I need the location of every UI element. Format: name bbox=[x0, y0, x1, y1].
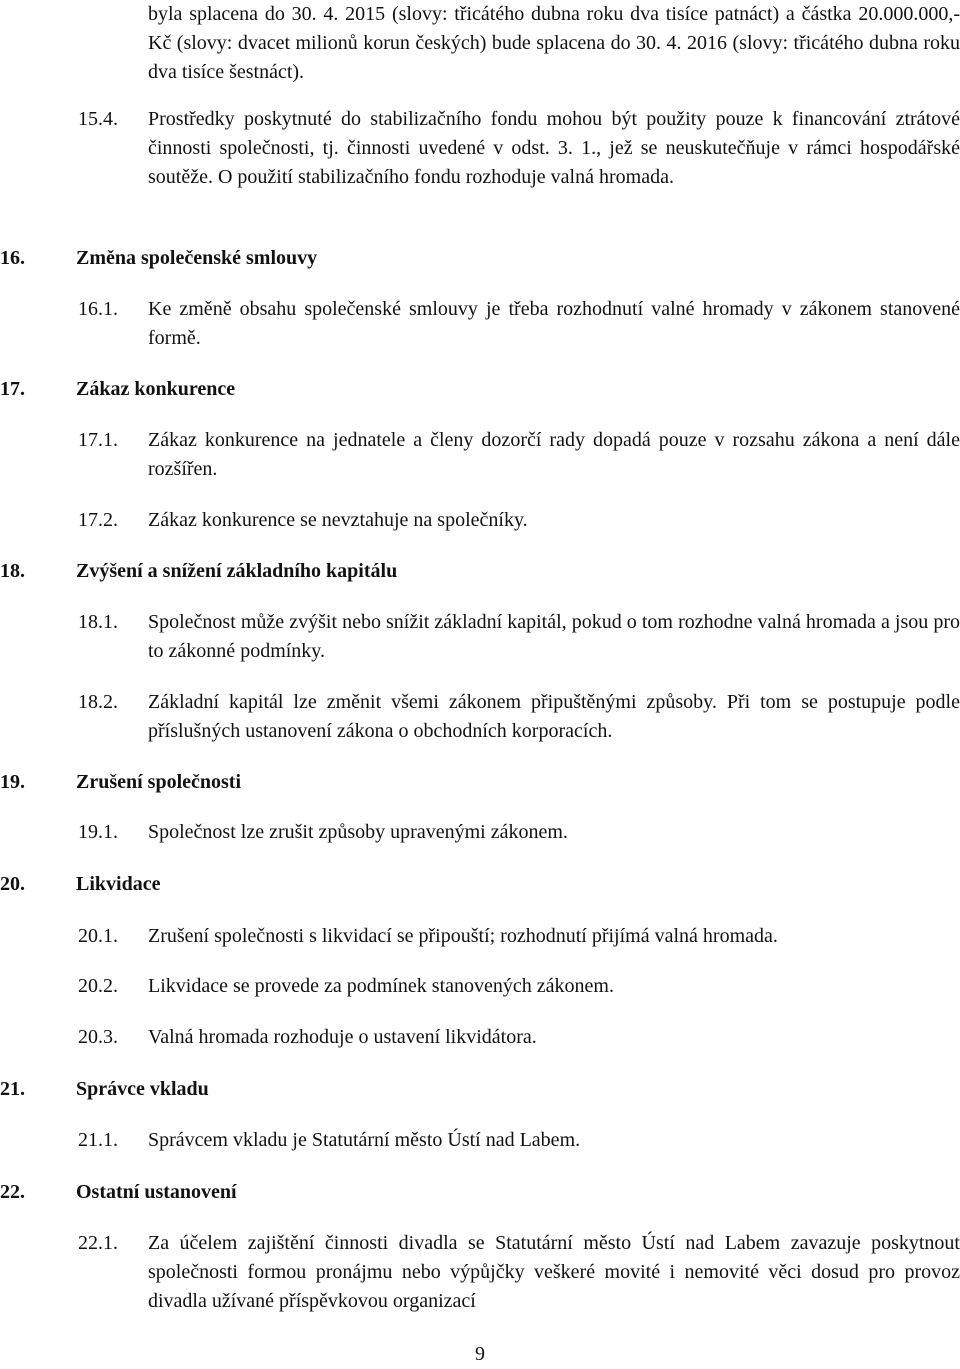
section-title-18: Zvýšení a snížení základního kapitálu bbox=[76, 560, 398, 582]
clause-number-18-2: 18.2. bbox=[78, 691, 118, 713]
clause-text-19-1: Společnost lze zrušit způsoby upravenými zákonem. bbox=[148, 821, 568, 843]
section-number-20: 20. bbox=[0, 873, 25, 895]
clause-number-19-1: 19.1. bbox=[78, 821, 118, 843]
section-title-19: Zrušení společnosti bbox=[76, 771, 242, 793]
section-title-17: Zákaz konkurence bbox=[76, 378, 236, 400]
section-number-21: 21. bbox=[0, 1078, 25, 1100]
clause-text-15-4: Prostředky poskytnuté do stabilizačního fondu mohou být použity pouze k financování ztrátové činnosti společnosti, tj. činnosti uvedené v odst. 3. 1., jež se neuskutečňuje v rámci hospodářské soutěže. O použití stabilizačního fondu rozhoduje valná hromada. bbox=[148, 108, 960, 188]
clause-number-20-2: 20.2. bbox=[78, 975, 118, 997]
clause-number-15-4: 15.4. bbox=[78, 108, 118, 130]
section-number-16: 16. bbox=[0, 247, 25, 269]
section-number-19: 19. bbox=[0, 771, 25, 793]
section-title-21: Správce vkladu bbox=[76, 1078, 209, 1100]
clause-number-20-1: 20.1. bbox=[78, 925, 118, 947]
section-title-22: Ostatní ustanovení bbox=[76, 1181, 237, 1203]
clause-text-20-3: Valná hromada rozhoduje o ustavení likvidátora. bbox=[148, 1026, 537, 1048]
page-number: 9 bbox=[475, 1343, 485, 1365]
section-number-18: 18. bbox=[0, 560, 25, 582]
clause-number-21-1: 21.1. bbox=[78, 1129, 118, 1151]
clause-number-17-1: 17.1. bbox=[78, 429, 118, 451]
section-number-17: 17. bbox=[0, 378, 25, 400]
clause-text-20-1: Zrušení společnosti s likvidací se připouští; rozhodnutí přijímá valná hromada. bbox=[148, 925, 778, 947]
clause-text-21-1: Správcem vkladu je Statutární město Ústí nad Labem. bbox=[148, 1129, 581, 1151]
clause-text-18-2: Základní kapitál lze změnit všemi zákonem připuštěnými způsoby. Při tom se postupuje podle příslušných ustanovení zákona o obchodních korporacích. bbox=[148, 691, 960, 742]
section-title-16: Změna společenské smlouvy bbox=[76, 247, 318, 269]
clause-number-22-1: 22.1. bbox=[78, 1232, 118, 1254]
clause-text-22-1: Za účelem zajištění činnosti divadla se Statutární město Ústí nad Labem zavazuje poskytnout společnosti formou pronájmu nebo výpůjčky veškeré movité i nemovité věci dosud pro provoz divadla užívané příspěvkovou organizací bbox=[148, 1232, 960, 1312]
clause-text-17-1: Zákaz konkurence na jednatele a členy dozorčí rady dopadá pouze v rozsahu zákona a není dále rozšířen. bbox=[148, 429, 960, 480]
section-number-22: 22. bbox=[0, 1181, 25, 1203]
clause-number-20-3: 20.3. bbox=[78, 1026, 118, 1048]
clause-number-16-1: 16.1. bbox=[78, 298, 118, 320]
clause-text-16-1: Ke změně obsahu společenské smlouvy je třeba rozhodnutí valné hromady v zákonem stanovené formě. bbox=[148, 298, 960, 349]
clause-number-17-2: 17.2. bbox=[78, 509, 118, 531]
clause-text-17-2: Zákaz konkurence se nevztahuje na společníky. bbox=[148, 509, 528, 531]
clause-text-18-1: Společnost může zvýšit nebo snížit základní kapitál, pokud o tom rozhodne valná hromada a jsou pro to zákonné podmínky. bbox=[148, 611, 960, 662]
clause-text-20-2: Likvidace se provede za podmínek stanovených zákonem. bbox=[148, 975, 614, 997]
section-title-20: Likvidace bbox=[76, 873, 161, 895]
intro-paragraph: byla splacena do 30. 4. 2015 (slovy: třicátého dubna roku dva tisíce patnáct) a částka 20.000.000,- Kč (slovy: dvacet milionů korun českých) bude splacena do 30. 4. 2016 (slovy: třicátého dubna roku dva tisíce šestnáct). bbox=[148, 3, 960, 83]
clause-number-18-1: 18.1. bbox=[78, 611, 118, 633]
